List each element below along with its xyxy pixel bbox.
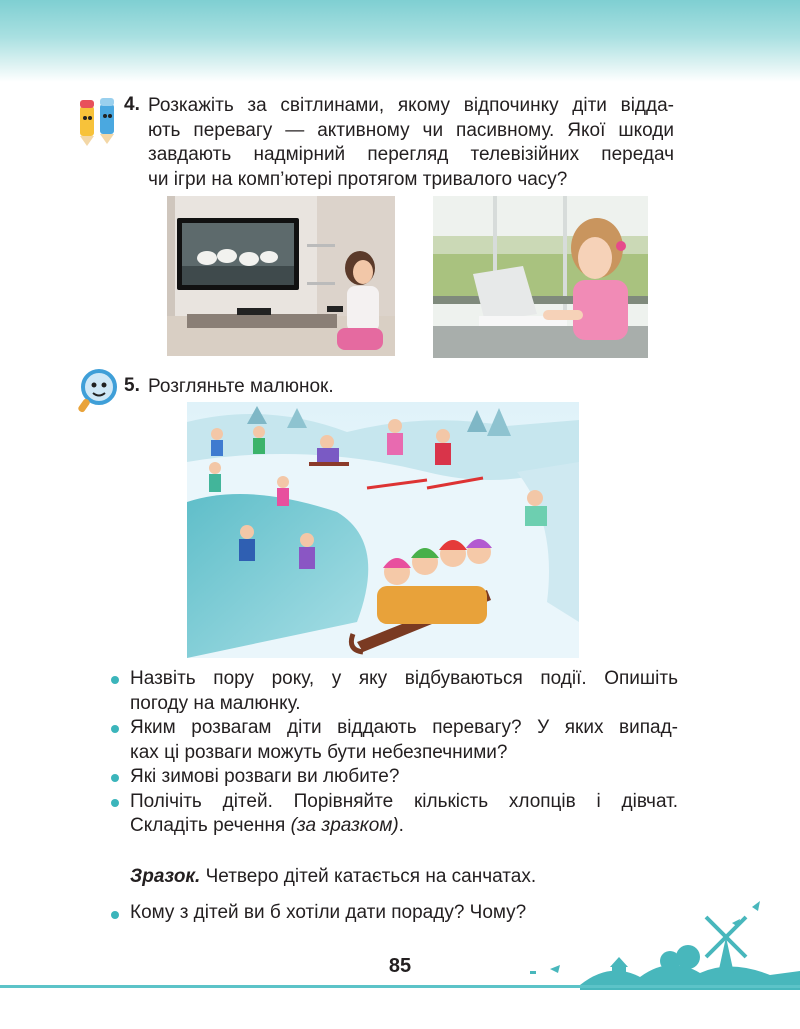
magnifier-icon [77, 367, 123, 413]
list-item-line-start: Складіть речення [130, 815, 291, 836]
list-item [108, 765, 678, 790]
list-item-line: погоду на малюнку. [130, 692, 301, 714]
page-number: 85 [388, 955, 412, 977]
task-4-line: завдають надмірний перегляд телевізійних передач [148, 144, 674, 165]
question-list [108, 667, 678, 839]
sample-sentence [130, 866, 536, 888]
list-item-line-end: . [398, 815, 404, 836]
list-item-line: Які зимові розваги ви любите? [130, 766, 400, 787]
skater [277, 476, 289, 506]
skater [209, 462, 221, 492]
skater [299, 533, 315, 569]
list-item [108, 667, 678, 716]
pencils-icon [76, 98, 122, 148]
task-4-line: чи ігри на комп’ютері протягом тривалого часу? [148, 168, 568, 190]
list-item [108, 790, 678, 839]
task-4-text [148, 94, 674, 192]
photo-girl-at-laptop [433, 196, 648, 358]
list-item-line: Полічіть дітей. Порівняйте кількість хлопців і дівчат. [130, 790, 678, 812]
skater [239, 525, 255, 561]
skater [253, 426, 265, 454]
winter-illustration [187, 402, 579, 658]
list-item [108, 716, 678, 765]
task-5-text: Розгляньте малюнок. [148, 376, 334, 397]
list-item-line: ках ці розваги можуть бути небезпечними? [130, 741, 508, 763]
italic-reference: (за зразком) [290, 815, 399, 836]
photo-girl-watching-tv [167, 196, 395, 356]
sample-text: Четверо дітей катається на санчатах. [200, 866, 537, 887]
task-4-number: 4. [124, 94, 140, 115]
list-item-line: Яким розвагам діти віддають перевагу? У яких випад- [130, 717, 678, 738]
top-header-band [0, 0, 800, 82]
skater [211, 428, 223, 456]
task-4-line: Розкажіть за світлинами, якому відпочинку діти відда- [148, 95, 674, 116]
task-4-line: ють перевагу — активному чи пасивному. Якої шкоди [148, 119, 674, 141]
task-5-number: 5. [124, 375, 140, 396]
bottom-rule [0, 985, 800, 988]
list-item: Кому з дітей ви б хотіли дати пораду? Чому? [108, 902, 526, 924]
list-item-line: Назвіть пору року, у яку відбуваються події. Опишіть [130, 668, 678, 689]
list-item-line [130, 814, 678, 839]
sample-label: Зразок. [130, 866, 201, 887]
